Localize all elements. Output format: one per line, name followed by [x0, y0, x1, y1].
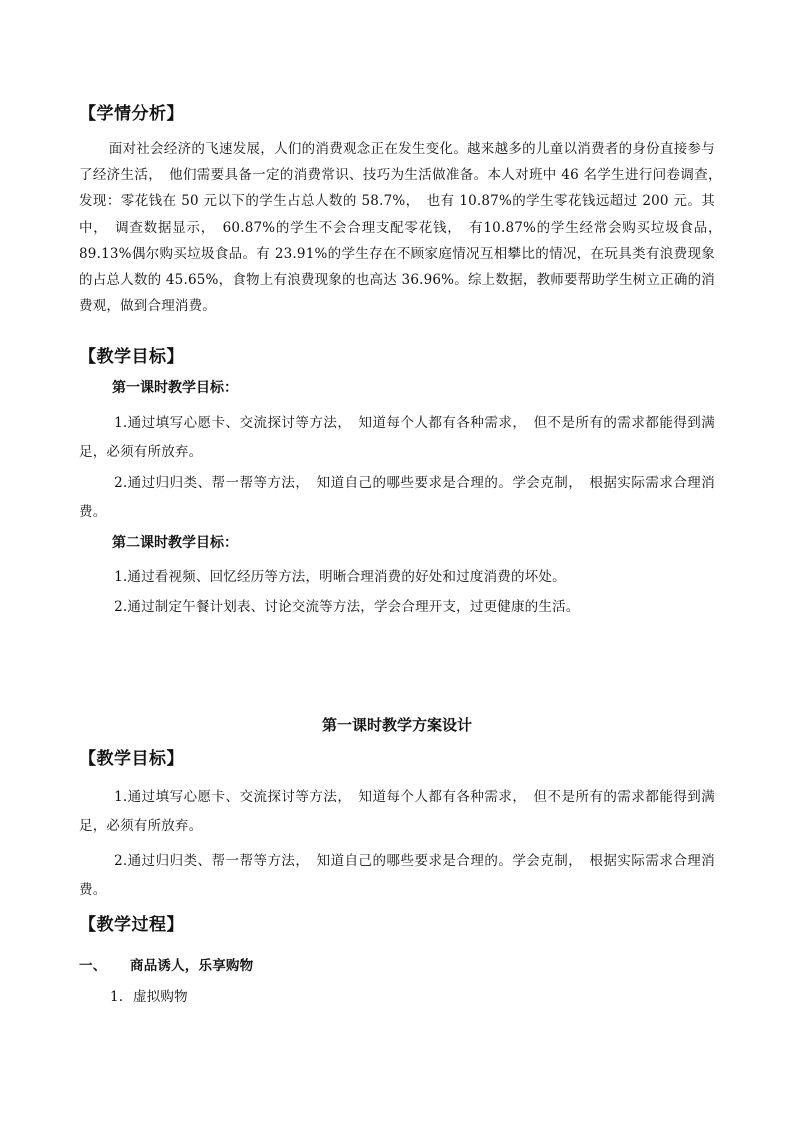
step1-title: 商品诱人，乐享购物	[130, 958, 254, 974]
learning-analysis-heading: 【学情分析】	[79, 104, 184, 124]
lesson1-goals-title: 第一课时教学目标：	[112, 380, 238, 396]
lesson1-goal-item-1: 1.通过填写心愿卡、交流探讨等方法， 知道每个人都有各种需求， 但不是所有的需求都能得到满足，必须有所放弃。	[79, 415, 715, 460]
substep1-title: 虚拟购物	[133, 989, 188, 1005]
substep1-number: 1.	[110, 989, 124, 1005]
lesson2-goal-item-2: 2.通过制定午餐计划表、讨论交流等方法，学会合理开支，过更健康的生活。	[114, 599, 580, 615]
lesson2-goals-title: 第二课时教学目标：	[112, 535, 238, 551]
lesson1-goal-item-2: 2.通过归归类、帮一帮等方法， 知道自己的哪些要求是合理的。学会克制， 根据实际需求合理消费。	[79, 475, 715, 520]
lesson2-goal-item-1: 1.通过看视频、回忆经历等方法，明晰合理消费的好处和过度消费的坏处。	[114, 569, 566, 585]
step1-number: 一、	[79, 958, 107, 974]
design-goal-item-1: 1.通过填写心愿卡、交流探讨等方法， 知道每个人都有各种需求， 但不是所有的需求都能得到满足，必须有所放弃。	[79, 789, 715, 834]
teaching-goals-heading: 【教学目标】	[79, 347, 184, 367]
teaching-process-heading: 【教学过程】	[79, 915, 184, 935]
design-goal-item-2: 2.通过归归类、帮一帮等方法， 知道自己的哪些要求是合理的。学会克制， 根据实际需求合理消费。	[79, 853, 715, 898]
design-goals-heading: 【教学目标】	[79, 749, 184, 769]
learning-analysis-paragraph: 面对社会经济的飞速发展，人们的消费观念正在发生变化。越来越多的儿童以消费者的身份直接参与了经济生活， 他们需要具备一定的消费常识、技巧为生活做准备。本人对班中 46 名学生进行问卷调查， 发现：零花钱在 50 元以下的学生占总人数的 58.7%， 也有 10.87%的学生零花钱远超过 200 元。其中， 调查数据显示， 60.87%的学生不会合理支配零花钱， 有10.87%的学生经常会购买垃圾食品， 89.13%偶尔购买垃圾食品。有 23.91%的学生存在不顾家庭情况互相攀比的情况，在玩具类有浪费现象的占总人数的 45.65%，食物上有浪费现象的也高达 36.96%。综上数据，教师要帮助学生树立正确的消费观，做到合理消费。	[79, 141, 729, 315]
lesson-design-title: 第一课时教学方案设计	[321, 716, 472, 734]
